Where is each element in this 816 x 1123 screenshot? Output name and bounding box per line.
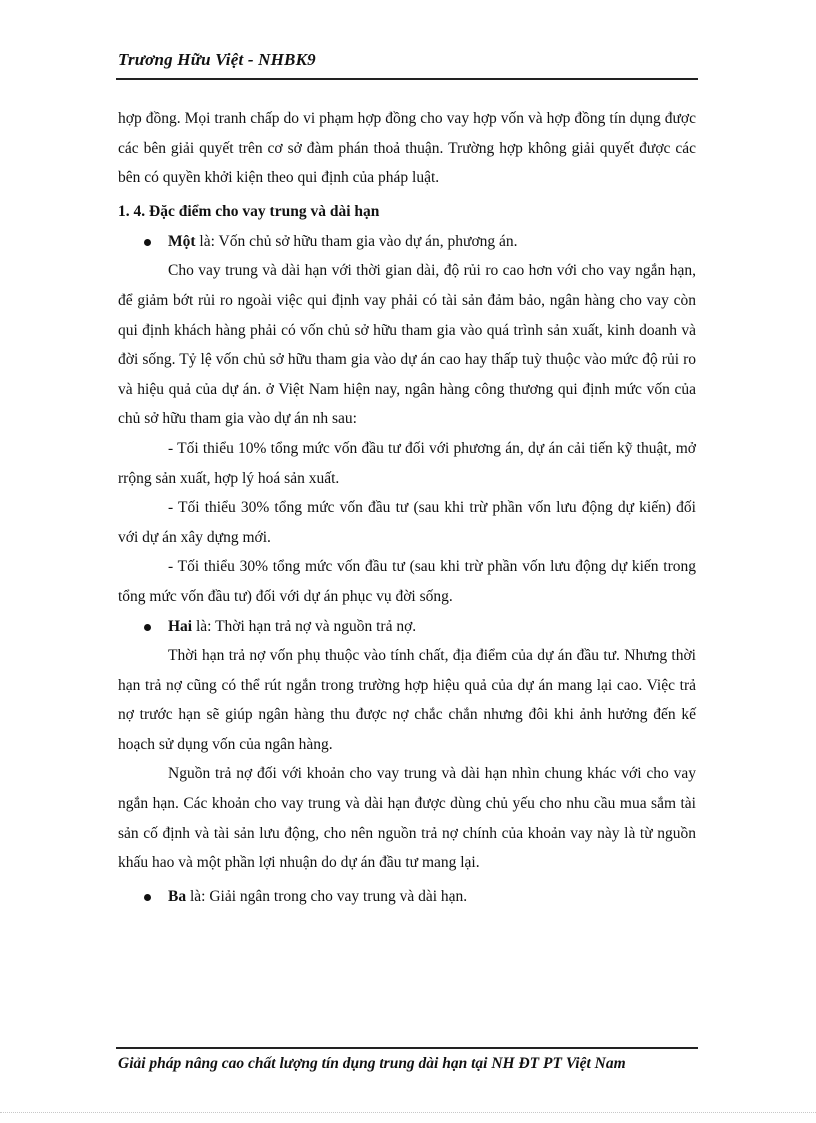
bullet-lead: Một: [168, 232, 196, 250]
bullet-item-one: [118, 227, 696, 257]
page-edge-border: [0, 1112, 816, 1113]
section-heading: 1. 4. Đặc điểm cho vay trung và dài hạn: [118, 202, 380, 220]
bullet-item-two: [118, 612, 696, 642]
paragraph-requirement-30-new: - Tối thiểu 30% tổng mức vốn đầu tư (sau khi trừ phần vốn lưu động dự kiến) đối với dự án xây dựng mới.: [118, 499, 696, 546]
bullet-dot-icon: [144, 624, 151, 631]
footer-divider: [116, 1047, 698, 1049]
bullet-text: là: Thời hạn trả nợ và nguồn trả nợ.: [192, 617, 417, 635]
page-header: Trương Hữu Việt - NHBK9: [118, 50, 316, 69]
page-footer: Giải pháp nâng cao chất lượng tín dụng trung dài hạn tại NH ĐT PT Việt Nam: [118, 1055, 626, 1072]
bullet-lead: Hai: [168, 617, 193, 635]
bullet-dot-icon: [144, 894, 151, 901]
paragraph-continuation: hợp đồng. Mọi tranh chấp do vi phạm hợp đồng cho vay hợp vốn và hợp đồng tín dụng được các bên giải quyết trên cơ sở đàm phán thoả thuận. Trường hợp không giải quyết được các bên có quyền khởi kiện theo qui định của pháp luật.: [118, 110, 696, 187]
paragraph-equity: Cho vay trung và dài hạn với thời gian dài, độ rủi ro cao hơn với cho vay ngắn hạn, để giảm bớt rủi ro ngoài việc qui định vay phải có tài sản đảm bảo, ngân hàng cho vay còn qui định khách hàng phải có vốn chủ sở hữu tham gia vào quá trình sản xuất, kinh doanh và đời sống. Tỷ lệ vốn chủ sở hữu tham gia vào dự án cao hay thấp tuỳ thuộc vào mức độ rủi ro và hiệu quả của dự án. ở Việt Nam hiện nay, ngân hàng công thương qui định mức vốn của chủ sở hữu tham gia vào dự án nh sau:: [118, 262, 696, 428]
paragraph-repayment-term: Thời hạn trả nợ vốn phụ thuộc vào tính chất, địa điểm của dự án đầu tư. Nhưng thời hạn trả nợ cũng có thể rút ngắn trong trường hợp hiệu quả của dự án mang lại cao. Việc trả nợ trước hạn sẽ giúp ngân hàng thu được nợ chắc chắn nhưng đôi khi ảnh hưởng đến kế hoạch sử dụng vốn của ngân hàng.: [118, 647, 696, 753]
header-divider: [116, 78, 698, 80]
paragraph-requirement-30-life: - Tối thiểu 30% tổng mức vốn đầu tư (sau khi trừ phần vốn lưu động dự kiến trong tổng mức vốn đầu tư) đối với dự án phục vụ đời sống.: [118, 558, 696, 605]
paragraph-requirement-10: - Tối thiểu 10% tổng mức vốn đầu tư đối với phương án, dự án cải tiến kỹ thuật, mở rrộng sản xuất, hợp lý hoá sản xuất.: [118, 439, 696, 487]
bullet-text: là: Giải ngân trong cho vay trung và dài hạn.: [186, 887, 468, 905]
bullet-dot-icon: [144, 239, 151, 246]
bullet-text: là: Vốn chủ sở hữu tham gia vào dự án, phương án.: [195, 232, 518, 250]
bullet-item-three: [118, 882, 696, 912]
paragraph-repayment-source: Nguồn trả nợ đối với khoản cho vay trung và dài hạn nhìn chung khác với cho vay ngắn hạn. Các khoản cho vay trung và dài hạn được dùng chủ yếu cho nhu cầu mua sắm tài sản cố định và tài sản lưu động, cho nên nguồn trả nợ chính của khoản vay này là từ nguồn khấu hao và một phần lợi nhuận do dự án đầu tư mang lại.: [118, 765, 696, 872]
document-body: [118, 104, 696, 911]
bullet-lead: Ba: [168, 887, 187, 905]
